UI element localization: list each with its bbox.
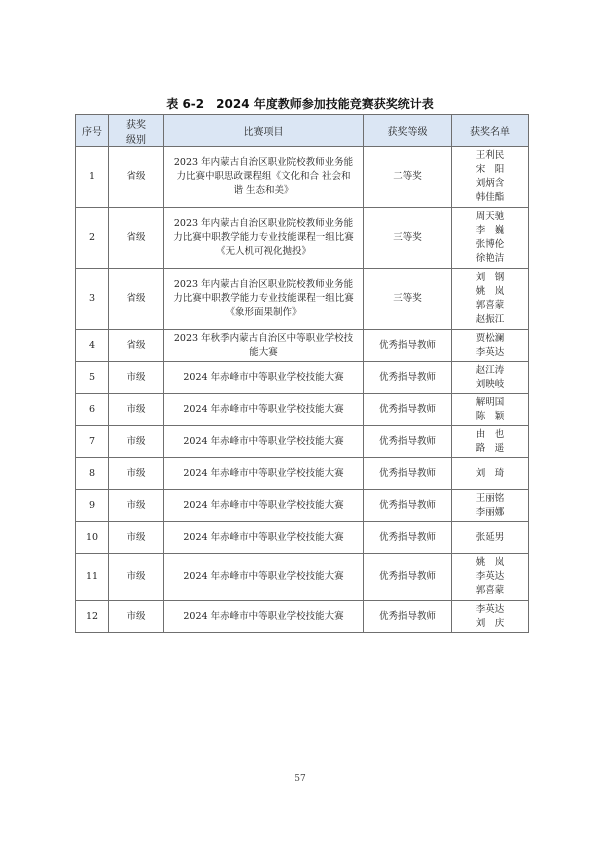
header-level-line1: 获奖	[126, 119, 146, 131]
winner-name: 李英达	[475, 603, 505, 615]
award-level: 市级	[109, 394, 164, 426]
competition-event	[164, 330, 364, 362]
row-number: 1	[76, 147, 109, 208]
competition-event	[164, 490, 364, 522]
winner-name: 徐艳洁	[475, 253, 505, 264]
winner-name: 王丽铭	[475, 492, 505, 504]
winner-name: 张延男	[475, 531, 505, 543]
award-grade: 优秀指导教师	[364, 554, 452, 601]
winner-names	[452, 554, 529, 601]
award-grade: 优秀指导教师	[364, 601, 452, 633]
event-line: 2024 年赤峰市中等职业学校技能大赛	[183, 499, 344, 511]
competition-event	[164, 362, 364, 394]
award-grade: 三等奖	[364, 269, 452, 330]
event-line: 《无人机可视化抛投》	[215, 246, 311, 257]
winner-names	[452, 601, 529, 633]
row-number: 3	[76, 269, 109, 330]
competition-event	[164, 522, 364, 554]
winner-names	[452, 522, 529, 554]
award-level: 省级	[109, 208, 164, 269]
header-grade: 获奖等级	[364, 115, 452, 147]
table-row	[76, 208, 529, 269]
header-level-line2: 级别	[126, 134, 146, 146]
event-line: 2024 年赤峰市中等职业学校技能大赛	[183, 531, 344, 543]
winner-names	[452, 269, 529, 330]
competition-event	[164, 426, 364, 458]
competition-event	[164, 458, 364, 490]
event-line: 2024 年赤峰市中等职业学校技能大赛	[183, 610, 344, 622]
event-line: 2024 年赤峰市中等职业学校技能大赛	[183, 435, 344, 447]
award-grade: 三等奖	[364, 208, 452, 269]
winner-name: 由 也	[475, 428, 505, 440]
event-line: 2023 年内蒙古自治区职业院校教师业务能	[173, 218, 354, 229]
winner-names	[452, 458, 529, 490]
event-line: 2024 年赤峰市中等职业学校技能大赛	[183, 571, 344, 582]
table-row	[76, 269, 529, 330]
competition-event	[164, 554, 364, 601]
table-row	[76, 522, 529, 554]
event-line: 能大赛	[249, 346, 278, 358]
award-level: 市级	[109, 490, 164, 522]
winner-name: 宋 阳	[475, 164, 505, 175]
event-line: 《象形面果制作》	[225, 307, 302, 318]
winner-names	[452, 208, 529, 269]
winner-names	[452, 394, 529, 426]
winner-name: 姚 岚	[475, 286, 505, 297]
event-line: 2023 年秋季内蒙古自治区中等职业学校技	[173, 332, 354, 344]
row-number: 10	[76, 522, 109, 554]
winner-name: 贾松澜	[475, 332, 505, 344]
row-number: 11	[76, 554, 109, 601]
event-line: 2024 年赤峰市中等职业学校技能大赛	[183, 371, 344, 383]
award-grade: 优秀指导教师	[364, 522, 452, 554]
row-number: 2	[76, 208, 109, 269]
row-number: 5	[76, 362, 109, 394]
table-row	[76, 147, 529, 208]
winner-name: 周天驰	[475, 211, 505, 222]
winner-names	[452, 362, 529, 394]
winner-name: 李 巍	[475, 225, 505, 236]
winner-name: 张博伦	[475, 239, 505, 250]
table-row	[76, 362, 529, 394]
event-line: 2024 年赤峰市中等职业学校技能大赛	[183, 403, 344, 415]
event-line: 力比赛中职教学能力专业技能课程一组比赛	[173, 293, 354, 304]
award-level: 市级	[109, 362, 164, 394]
winner-name: 刘映岐	[475, 378, 505, 390]
winner-name: 刘 琦	[475, 467, 505, 479]
table-row	[76, 394, 529, 426]
competition-event	[164, 601, 364, 633]
winner-name: 解明国	[475, 396, 505, 408]
table-row	[76, 426, 529, 458]
winner-name: 刘 庆	[475, 617, 505, 629]
winner-name: 郭喜蒙	[475, 585, 505, 596]
winner-name: 王利民	[475, 150, 505, 161]
winner-name: 李英达	[475, 346, 505, 358]
award-level: 市级	[109, 601, 164, 633]
awards-table	[75, 114, 529, 633]
row-number: 12	[76, 601, 109, 633]
table-row	[76, 330, 529, 362]
competition-event	[164, 269, 364, 330]
winner-names	[452, 426, 529, 458]
award-level: 省级	[109, 330, 164, 362]
event-line: 2024 年赤峰市中等职业学校技能大赛	[183, 467, 344, 479]
event-line: 谐 生态和美》	[233, 185, 294, 196]
award-grade: 优秀指导教师	[364, 362, 452, 394]
winner-names	[452, 330, 529, 362]
award-level: 市级	[109, 458, 164, 490]
header-level	[109, 115, 164, 147]
winner-name: 路 遥	[475, 442, 505, 454]
competition-event	[164, 208, 364, 269]
award-grade: 优秀指导教师	[364, 330, 452, 362]
row-number: 9	[76, 490, 109, 522]
event-line: 力比赛中职思政课程组《文化和合 社会和	[176, 171, 351, 182]
winner-name: 李丽娜	[475, 506, 505, 518]
winner-name: 赵江涛	[475, 364, 505, 376]
award-level: 市级	[109, 522, 164, 554]
winner-name: 韩佳酯	[475, 192, 505, 203]
table-header	[76, 115, 529, 147]
event-line: 力比赛中职教学能力专业技能课程一组比赛	[173, 232, 354, 243]
table-row	[76, 554, 529, 601]
award-level: 省级	[109, 147, 164, 208]
winner-name: 陈 颖	[475, 410, 505, 422]
header-no: 序号	[76, 115, 109, 147]
winner-names	[452, 490, 529, 522]
award-grade: 优秀指导教师	[364, 490, 452, 522]
page-number: 57	[294, 774, 306, 784]
competition-event	[164, 147, 364, 208]
winner-names	[452, 147, 529, 208]
winner-name: 姚 岚	[475, 557, 505, 568]
award-grade: 优秀指导教师	[364, 426, 452, 458]
winner-name: 赵振江	[475, 314, 505, 325]
table-body	[76, 147, 529, 633]
table-title: 表 6-2 2024 年度教师参加技能竞赛获奖统计表	[166, 97, 434, 111]
row-number: 7	[76, 426, 109, 458]
winner-name: 刘炳含	[475, 178, 505, 189]
award-level: 市级	[109, 554, 164, 601]
event-line: 2023 年内蒙古自治区职业院校教师业务能	[173, 157, 354, 168]
winner-name: 刘 钢	[475, 272, 505, 283]
award-level: 省级	[109, 269, 164, 330]
row-number: 6	[76, 394, 109, 426]
table-row	[76, 458, 529, 490]
event-line: 2023 年内蒙古自治区职业院校教师业务能	[173, 279, 354, 290]
award-grade: 优秀指导教师	[364, 458, 452, 490]
row-number: 4	[76, 330, 109, 362]
table-row	[76, 601, 529, 633]
award-grade: 二等奖	[364, 147, 452, 208]
header-names: 获奖名单	[452, 115, 529, 147]
award-grade: 优秀指导教师	[364, 394, 452, 426]
competition-event	[164, 394, 364, 426]
table-row	[76, 490, 529, 522]
winner-name: 李英达	[475, 571, 505, 582]
row-number: 8	[76, 458, 109, 490]
header-event: 比赛项目	[164, 115, 364, 147]
winner-name: 郭喜蒙	[475, 300, 505, 311]
award-level: 市级	[109, 426, 164, 458]
